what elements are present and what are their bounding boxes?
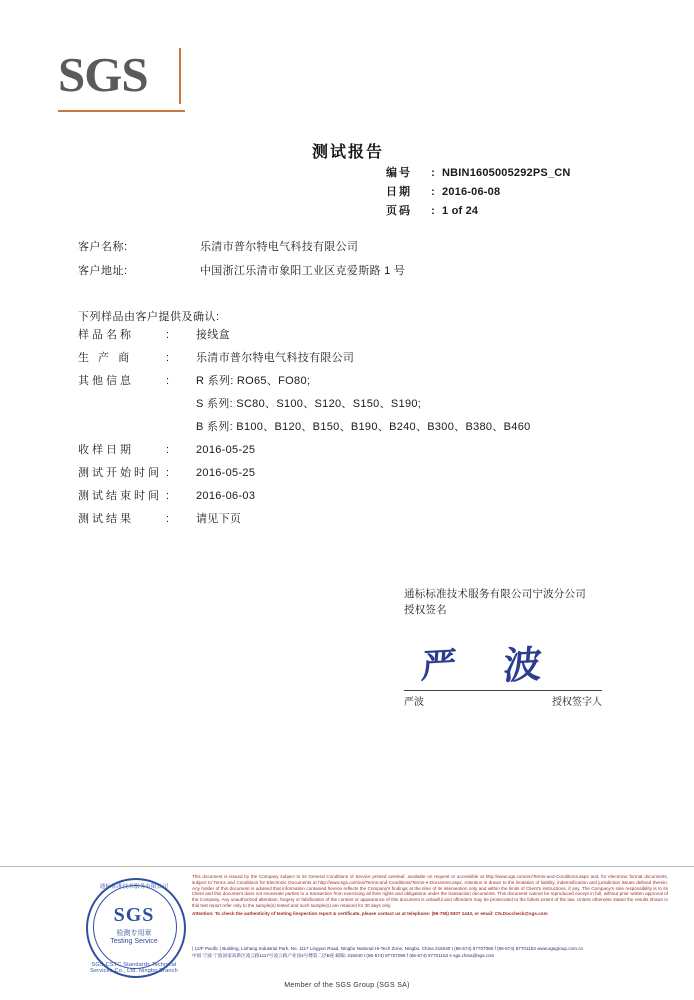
signature-name-left: 严波: [404, 697, 424, 708]
logo-vertical-rule: [179, 48, 181, 104]
meta-label-page: 页码: [386, 205, 412, 217]
client-label-name: 客户名称:: [78, 241, 128, 253]
signature-handwriting: [404, 628, 634, 698]
sgs-logo-text: SGS: [58, 47, 148, 102]
sample-label-test-start: 测试开始时间: [78, 467, 162, 479]
logo-horizontal-rule: [58, 110, 185, 112]
sample-row-manufacturer: [78, 349, 531, 372]
sample-colon-test-end: :: [166, 490, 170, 502]
sample-row-test-end: [78, 487, 531, 510]
sample-row-result: [78, 510, 531, 533]
sample-row-name: [78, 326, 531, 349]
client-label-address: 客户地址:: [78, 265, 128, 277]
sample-value-manufacturer: 乐清市普尔特电气科技有限公司: [196, 352, 355, 364]
sample-label-test-end: 测试结束时间: [78, 490, 162, 502]
company-stamp: [86, 878, 186, 978]
sample-row-received-date: [78, 441, 531, 464]
sample-colon-other-info: :: [166, 375, 170, 387]
meta-label-number: 编号: [386, 167, 412, 179]
signature-company: 通标标准技术服务有限公司宁波分公司: [404, 588, 586, 600]
meta-row-number: [386, 164, 571, 183]
client-row-name: [78, 238, 405, 262]
sample-row-other-info: [78, 372, 531, 395]
meta-colon-number: :: [431, 167, 435, 179]
footer-divider: [0, 866, 694, 867]
sample-value-other-info: R 系列: RO65、FO80;: [196, 375, 311, 387]
meta-value-page: 1 of 24: [442, 205, 479, 217]
signature-block: [404, 586, 634, 698]
sample-value-result: 请见下页: [196, 513, 242, 525]
stamp-arc-top-text: 通标标准技术服务有限公司: [99, 884, 169, 890]
sample-label-result: 测试结果: [78, 513, 134, 525]
sample-label-other-info: 其他信息: [78, 375, 134, 387]
footer-legal-body: This document is issued by the Company subject to its General Conditions of Service printed overleaf, available on request or accessible at http://www.sgs.com/en/Terms-and-Conditions.aspx and, for electronic format documents, subject to Terms and Conditions for Electronic Documents at http://www.sgs.com/en/Terms-and-Conditions/Terms-e-Document.aspx. Attention is drawn to the limitation of liability, indemnification and jurisdiction issues defined therein. Any holder of this document is advised that information contained hereon reflects the Company's findings at the time of its intervention only and within the limits of Client's instructions, if any. The Company's sole responsibility is to its Client and this document does not exonerate parties to a transaction from exercising all their rights and obligations under the transaction documents. This document cannot be reproduced except in full, without prior written approval of the Company. Any unauthorized alteration, forgery or falsification of the content or appearance of this document is unlawful and offenders may be prosecuted to the fullest extent of the law. Unless otherwise stated the results shown in this test report refer only to the sample(s) tested and such sample(s) are retained for 30 days only.: [192, 874, 668, 908]
client-row-address: [78, 262, 405, 286]
footer-member-text: Member of the SGS Group (SGS SA): [284, 982, 410, 989]
sample-colon-name: :: [166, 329, 170, 341]
client-block: [78, 238, 405, 286]
sample-intro: 下列样品由客户提供及确认:: [78, 311, 220, 323]
sample-value-name: 接线盒: [196, 329, 230, 341]
meta-value-date: 2016-06-08: [442, 186, 501, 198]
sample-value-other-info-line3: B 系列: B100、B120、B150、B190、B240、B300、B380、B460: [196, 421, 531, 433]
sample-colon-result: :: [166, 513, 170, 525]
sample-value-received-date: 2016-05-25: [196, 444, 256, 456]
sample-label-manufacturer: 生 产 商: [78, 352, 133, 364]
signature-mark-left: 严: [419, 647, 458, 686]
client-value-address: 中国浙江乐清市象阳工业区克爱斯路 1 号: [200, 265, 406, 277]
footer-address-cn: 中国·宁波·宁波国家高新区凌云路1117号凌云路产业园4号楼第二层B座 邮编: 315040 t (86-574) 87707086 f (86-574) 87701153 e sgs.china@sgs.com: [192, 952, 495, 958]
report-meta: [386, 164, 571, 221]
client-value-name: 乐清市普尔特电气科技有限公司: [200, 241, 359, 253]
footer-address-en: | 12/F Pacific | Building, Linhang Industrial Park, No. 1117 Lingyun Road, Ningbo National Hi-Tech Zone, Ningbo, China 315040 t (86-574) 87707086 f (86-574) 87701153 www.sgsgroup.com.cn: [192, 946, 584, 951]
stamp-line1: 检测专用章: [116, 930, 152, 937]
meta-value-number: NBIN1605005292PS_CN: [442, 167, 571, 179]
signature-rule: [404, 690, 602, 691]
meta-colon-page: :: [431, 205, 435, 217]
page-title: 测试报告: [312, 144, 385, 161]
sample-label-received-date: 收样日期: [78, 444, 134, 456]
sample-value-test-start: 2016-05-25: [196, 467, 256, 479]
sample-value-test-end: 2016-06-03: [196, 490, 256, 502]
footer-address: [192, 946, 668, 959]
stamp-sgs-text: SGS: [113, 904, 155, 926]
sample-value-other-info-line2: S 系列: SC80、S100、S120、S150、S190;: [196, 398, 422, 410]
sample-block: [78, 326, 531, 533]
sample-label-name: 样品名称: [78, 329, 134, 341]
sample-row-test-start: [78, 464, 531, 487]
signature-mark-right: 波: [501, 644, 544, 688]
stamp-arc-bottom-text: SGS-CSTC Standards Technical Services Co., Ltd. Ningbo Branch: [90, 962, 178, 974]
sample-colon-manufacturer: :: [166, 352, 170, 364]
meta-colon-date: :: [431, 186, 435, 198]
meta-label-date: 日期: [386, 186, 412, 198]
meta-row-date: [386, 183, 571, 202]
signature-name-right: 授权签字人: [552, 697, 602, 708]
meta-row-page: [386, 202, 571, 221]
footer-legal-text: [192, 874, 668, 917]
sample-colon-test-start: :: [166, 467, 170, 479]
stamp-line2: Testing Service: [110, 938, 158, 945]
stamp-inner-ring: [93, 885, 177, 969]
signature-subtitle: 授权签名: [404, 604, 447, 616]
footer-legal-attention: Attention: To check the authenticity of testing /inspection report & certificate, please contact us at telephone: (86-755) 8307 1443, or email: CN.Doccheck@sgs.com: [192, 910, 548, 916]
signature-names: [404, 693, 602, 708]
sgs-logo: [58, 46, 188, 108]
sample-colon-received-date: :: [166, 444, 170, 456]
